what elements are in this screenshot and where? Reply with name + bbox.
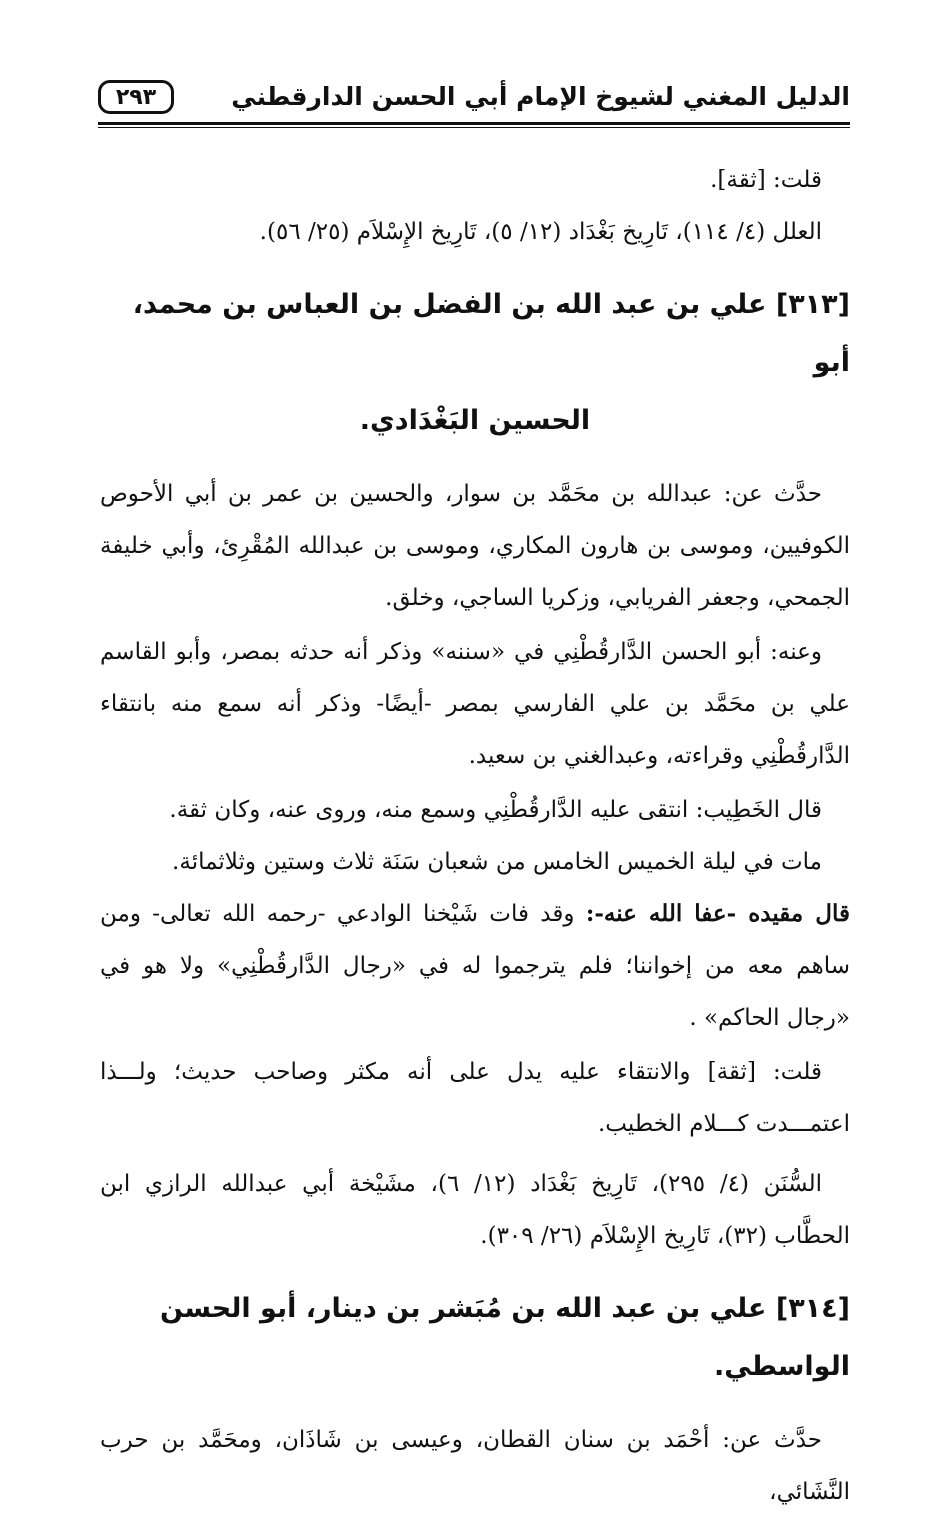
teachers-paragraph-2: حدَّث عن: أحْمَد بن سنان القطان، وعيسى بن شَاذَان، ومحَمَّد بن حرب النَّشَائي، [100, 1427, 850, 1505]
author-note-label: قال مقيده -عفا الله عنه-: [585, 900, 850, 927]
running-header [98, 76, 850, 132]
author-note-text: وقد فات شَيْخنا الوادعي -رحمه الله تعالى- ومن ساهم معه من إخواننا؛ فلم يترجموا له في «رجال الدَّارقُطْنِي» ولا هو في «رجال الحاكم» . [100, 901, 850, 1031]
entry-314-title: [٣١٤] علي بن عبد الله بن مُبَشر بن دينار، أبو الحسن الواسطي. [160, 1293, 850, 1382]
page-body [100, 148, 850, 1518]
death-paragraph: مات في ليلة الخميس الخامس من شعبان سَنَة ثلاث وستين وثلاثمائة. [172, 849, 822, 875]
entry-313-title [100, 276, 850, 450]
header-rule [98, 122, 850, 128]
page-number: ٢٩٣ [98, 80, 174, 114]
book-title: الدليل المغني لشيوخ الإمام أبي الحسن الدارقطني [231, 82, 850, 111]
verdict-paragraph: قلت: [ثقة]. [710, 167, 822, 193]
verdict-paragraph-2: قلت: [ثقة] والانتقاء عليه يدل على أنه مكثر وصاحب حديث؛ ولـــذا اعتمـــدت كـــلام الخطيب. [100, 1059, 850, 1137]
author-note [100, 888, 850, 1044]
teachers-paragraph: حدَّث عن: عبدالله بن محَمَّد بن سوار، والحسين بن عمر بن أبي الأحوص الكوفيين، وموسى بن هارون المكاري، وموسى بن عبدالله المُقْرِئ، وأبي خليفة الجمحي، وجعفر الفريابي، وزكريا الساجي، وخلق. [100, 481, 850, 611]
khatib-quote: قال الخَطِيب: انتقى عليه الدَّارقُطْنِي وسمع منه، وروى عنه، وكان ثقة. [169, 797, 822, 823]
students-paragraph: وعنه: أبو الحسن الدَّارقُطْنِي في «سننه» وذكر أنه حدثه بمصر، وأبو القاسم علي بن محَمَّد بن علي الفارسي بمصر -أيضًا- وذكر أنه سمع منه بانتقاء الدَّارقُطْنِي وقراءته، وعبدالغني بن سعيد. [100, 639, 850, 769]
entry-313-title-line2: الحسين البَغْدَادي. [359, 405, 591, 436]
sources-paragraph: العلل (٤/ ١١٤)، تَارِيخ بَغْدَاد (١٢/ ٥)، تَارِيخ الإِسْلاَم (٢٥/ ٥٦). [259, 219, 822, 245]
entry-313-title-line1: [٣١٣] علي بن عبد الله بن الفضل بن العباس بن محمد، أبو [132, 289, 850, 378]
sources-paragraph-2: السُّنَن (٤/ ٢٩٥)، تَارِيخ بَغْدَاد (١٢/ ٦)، مشَيْخة أبي عبدالله الرازي ابن الحطَّاب (٣٢)، تَارِيخ الإِسْلاَم (٢٦/ ٣٠٩). [100, 1171, 850, 1249]
